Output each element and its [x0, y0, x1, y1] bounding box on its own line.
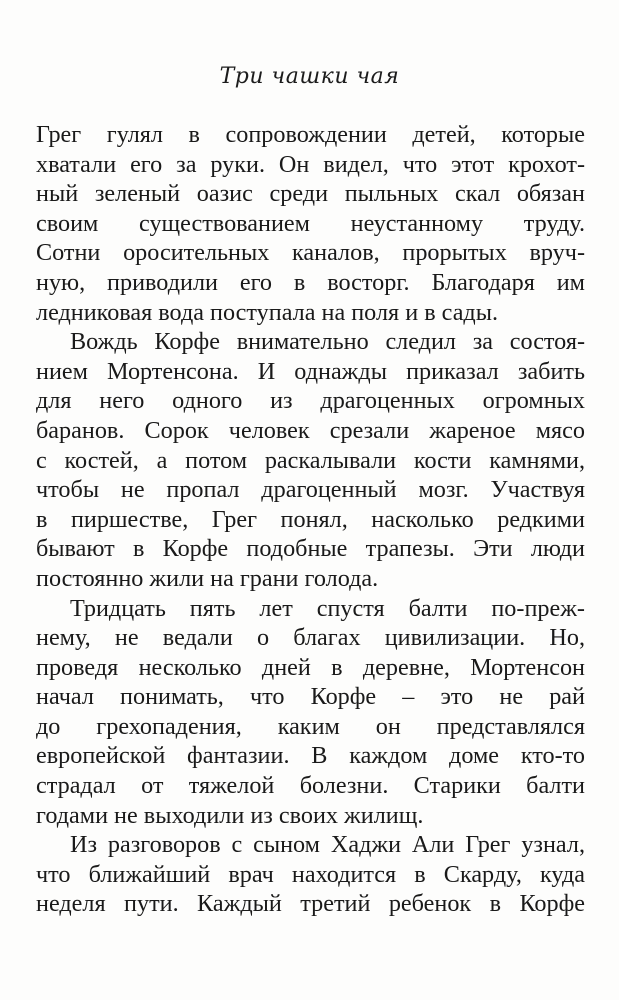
text-line: годами не выходили из своих жилищ. [36, 801, 424, 829]
text-line: ледниковая вода поступала на поля и в сады. [36, 298, 499, 326]
text-line: Грег гулял в сопровождении детей, которые [36, 121, 585, 148]
text-line: нему, не ведали о благах цивилизации. Но, [36, 624, 585, 652]
text-line: с костей, а потом раскалывали кости камнями, [36, 446, 585, 474]
text-line: Сотни оросительных каналов, прорытых вруч- [36, 239, 585, 267]
text-line: нием Мортенсона. И однажды приказал забить [36, 357, 585, 385]
text-line: ную, приводили его в восторг. Благодаря им [36, 268, 585, 296]
text-line: начал понимать, что Корфе – это не рай [36, 683, 585, 711]
text-line: Из разговоров с сыном Хаджи Али Грег узнал, [70, 831, 585, 859]
text-line: своим существованием неустанному труду. [36, 209, 585, 237]
text-line: ный зеленый оазис среди пыльных скал обязан [36, 180, 585, 208]
paragraph-3 [36, 594, 585, 831]
text-line: баранов. Сорок человек срезали жареное мясо [36, 416, 585, 444]
text-line: постоянно жили на грани голода. [36, 564, 379, 592]
text-line: для него одного из драгоценных огромных [36, 387, 585, 415]
text-line: в пиршестве, Грег понял, насколько редкими [36, 505, 585, 533]
text-line: Тридцать пять лет спустя балти по-преж- [70, 594, 585, 622]
paragraph-4 [36, 830, 585, 919]
text-line: европейской фантазии. В каждом доме кто-то [36, 742, 585, 770]
text-line: неделя пути. Каждый третий ребенок в Корфе [36, 890, 585, 918]
text-line: до грехопадения, каким он представлялся [36, 712, 585, 740]
text-line: хватали его за руки. Он видел, что этот крохот- [36, 150, 585, 178]
body-text [36, 120, 585, 919]
running-head: Три чашки чая [219, 64, 400, 89]
text-line: бывают в Корфе подобные трапезы. Эти люди [36, 535, 585, 563]
text-line: что ближайший врач находится в Скарду, куда [36, 860, 585, 888]
paragraph-2 [36, 327, 585, 593]
text-line: страдал от тяжелой болезни. Старики балти [36, 772, 585, 800]
text-line: Вождь Корфе внимательно следил за состоя- [70, 328, 585, 356]
text-line: проведя несколько дней в деревне, Мортенсон [36, 653, 585, 681]
text-line: чтобы не пропал драгоценный мозг. Участвуя [36, 476, 585, 504]
paragraph-1 [36, 120, 585, 327]
